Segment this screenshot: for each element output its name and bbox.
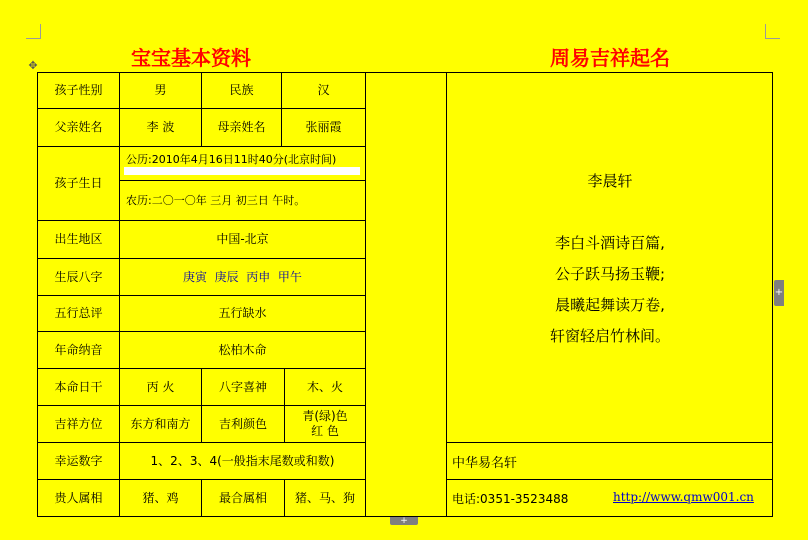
xishen-value: 木、火 xyxy=(284,368,366,406)
rigan-value: 丙 火 xyxy=(119,368,202,406)
bazi-value: 庚寅 庚辰 丙申 甲午 xyxy=(119,258,366,296)
page-corner-mark xyxy=(765,24,780,39)
father-label: 父亲姓名 xyxy=(37,108,120,147)
match-label: 最合属相 xyxy=(201,479,285,517)
table-move-handle-icon[interactable]: ✥ xyxy=(28,59,38,72)
color-value-line-2: 红 色 xyxy=(311,424,339,438)
bazi-label: 生辰八字 xyxy=(37,258,120,296)
noble-label: 贵人属相 xyxy=(37,479,120,517)
xishen-label: 八字喜神 xyxy=(201,368,285,406)
brand-name: 中华易名轩 xyxy=(452,456,518,471)
wuxing-label: 五行总评 xyxy=(37,295,120,332)
mother-label: 母亲姓名 xyxy=(201,108,282,147)
poem-line: 公子跃马扬玉鞭; xyxy=(554,265,666,283)
ethnicity-value: 汉 xyxy=(281,72,366,109)
phone-number: 电话:0351-3523488 xyxy=(452,492,569,506)
wuxing-value: 五行缺水 xyxy=(119,295,366,332)
poem-line: 晨曦起舞读万卷, xyxy=(555,296,665,314)
direction-label: 吉祥方位 xyxy=(37,405,120,443)
birthplace-value: 中国-北京 xyxy=(119,220,366,259)
mother-value: 张丽霞 xyxy=(281,108,366,147)
right-title: 周易吉祥起名 xyxy=(550,46,670,70)
nayin-value: 松柏木命 xyxy=(119,331,366,369)
color-label: 吉利颜色 xyxy=(201,405,285,443)
solar-date: 公历:2010年4月16日11时40分(北京时间) xyxy=(119,146,366,181)
highlight-bar xyxy=(124,167,360,175)
page-corner-mark xyxy=(26,24,41,39)
poem-line: 李白斗酒诗百篇, xyxy=(555,234,665,252)
birthplace-label: 出生地区 xyxy=(37,220,120,259)
gender-value: 男 xyxy=(119,72,202,109)
add-column-handle-icon[interactable]: + xyxy=(774,280,784,306)
color-value xyxy=(284,405,366,443)
rigan-label: 本命日干 xyxy=(37,368,120,406)
nayin-label: 年命纳音 xyxy=(37,331,120,369)
panel-divider xyxy=(446,442,773,443)
website-link[interactable]: http://www.qmw001.cn xyxy=(613,490,754,504)
direction-value: 东方和南方 xyxy=(119,405,202,443)
add-row-handle-icon[interactable]: + xyxy=(390,517,418,525)
color-value-line-1: 青(绿)色 xyxy=(302,409,348,423)
father-value: 李 波 xyxy=(119,108,202,147)
lunar-date: 农历:二〇一〇年 三月 初三日 午时。 xyxy=(119,180,366,221)
birthday-label: 孩子生日 xyxy=(37,146,120,221)
left-title: 宝宝基本资料 xyxy=(131,46,251,70)
recommended-name: 李晨轩 xyxy=(587,172,633,190)
poem-line: 轩窗轻启竹林间。 xyxy=(549,327,670,345)
number-label: 幸运数字 xyxy=(37,442,120,480)
ethnicity-label: 民族 xyxy=(201,72,282,109)
panel-divider xyxy=(446,479,773,480)
gender-label: 孩子性别 xyxy=(37,72,120,109)
match-value: 猪、马、狗 xyxy=(284,479,366,517)
noble-value: 猪、鸡 xyxy=(119,479,202,517)
number-value: 1、2、3、4(一般指末尾数或和数) xyxy=(119,442,366,480)
